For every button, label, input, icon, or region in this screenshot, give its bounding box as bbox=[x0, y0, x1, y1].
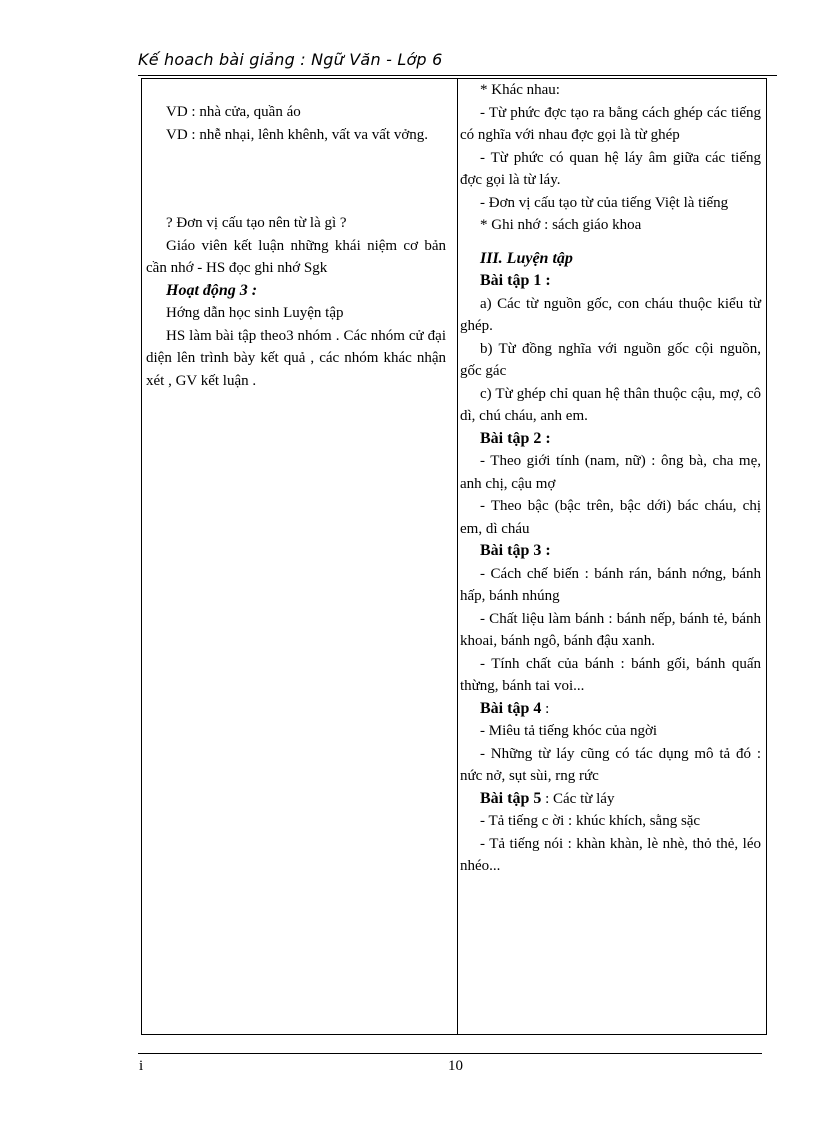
footer-rule bbox=[138, 1053, 762, 1054]
exercise-5-title: Bài tập 5 bbox=[480, 789, 542, 807]
activity-text: HS làm bài tập theo3 nhóm . Các nhóm cử đại diện lên trình bày kết quả , các nhóm khác nhận xét , GV kết luận . bbox=[146, 327, 446, 389]
practice-heading: III. Luyện tập bbox=[480, 249, 573, 267]
exercise-1-a: a) Các từ nguồn gốc, con cháu thuộc kiểu từ ghép. bbox=[460, 295, 761, 334]
page-header-title: Kế hoach bài giảng : Ngữ Văn - Lớp 6 bbox=[138, 50, 443, 69]
exercise-2-item-1: - Theo giới tính (nam, nữ) : ông bà, cha mẹ, anh chị, cậu mợ bbox=[460, 453, 761, 492]
exercise-3-item-2: - Chất liệu làm bánh : bánh nếp, bánh tẻ, bánh khoai, bánh ngô, bánh đậu xanh. bbox=[460, 610, 761, 649]
difference-3: - Đơn vị cấu tạo từ của tiếng Việt là tiếng bbox=[480, 194, 729, 211]
exercise-4-heading bbox=[460, 698, 761, 721]
exercise-3-item-3: - Tính chất của bánh : bánh gối, bánh quấn thừng, bánh tai voi... bbox=[460, 655, 761, 694]
page-number: 10 bbox=[448, 1058, 463, 1074]
exercise-4-item-1: - Miêu tả tiếng khóc của ngời bbox=[480, 723, 658, 739]
exercise-3-title: Bài tập 3 : bbox=[480, 542, 551, 559]
exercise-3-item-1: - Cách chế biến : bánh rán, bánh nớng, bánh hấp, bánh nhúng bbox=[460, 565, 761, 604]
example-1: VD : nhà cửa, quần áo bbox=[166, 104, 301, 120]
exercise-2-item-2: - Theo bậc (bậc trên, bậc dới) bác cháu, chị em, dì cháu bbox=[460, 498, 761, 537]
footer-left-mark: i bbox=[139, 1058, 144, 1074]
column-divider bbox=[457, 79, 458, 1034]
teacher-conclusion: Giáo viên kết luận những khái niệm cơ bản cần nhớ - HS đọc ghi nhớ Sgk bbox=[146, 237, 446, 276]
lesson-table bbox=[141, 78, 767, 1035]
left-column bbox=[146, 79, 446, 392]
exercise-5-rest: : Các từ láy bbox=[541, 790, 615, 807]
exercise-5-item-2: - Tả tiếng nói : khàn khàn, lè nhè, thỏ thẻ, léo nhéo... bbox=[460, 835, 761, 874]
exercise-1-b: b) Từ đồng nghĩa với nguồn gốc cội nguồn, gốc gác bbox=[460, 340, 761, 379]
exercise-2-title: Bài tập 2 : bbox=[480, 429, 551, 447]
exercise-1-title: Bài tập 1 : bbox=[480, 272, 551, 289]
question: ? Đơn vị cấu tạo nên từ là gì ? bbox=[166, 215, 347, 231]
exercise-5-item-1: - Tả tiếng c ời : khúc khích, sằng sặc bbox=[480, 813, 701, 829]
exercise-4-item-2: - Những từ láy cũng có tác dụng mô tả đó : nức nở, sụt sùi, rng rức bbox=[460, 745, 761, 784]
difference-1: - Từ phức đợc tạo ra bằng cách ghép các tiếng có nghĩa với nhau đợc gọi là từ ghép bbox=[460, 104, 761, 143]
activity-3-title: Hoạt động 3 : bbox=[166, 281, 258, 299]
exercise-4-title: Bài tập 4 bbox=[480, 699, 542, 717]
right-column bbox=[460, 79, 761, 878]
difference-2: - Từ phức có quan hệ láy âm giữa các tiếng đợc gọi là từ láy. bbox=[460, 149, 761, 188]
differences-title: * Khác nhau: bbox=[480, 82, 560, 98]
exercise-4-colon: : bbox=[541, 700, 550, 717]
exercise-5-heading bbox=[460, 788, 761, 811]
activity-guide: Hớng dẫn học sinh Luyện tập bbox=[166, 305, 344, 321]
header-rule bbox=[138, 75, 777, 76]
example-2: VD : nhễ nhại, lênh khênh, vất va vất vởng. bbox=[166, 126, 429, 143]
remember-note: * Ghi nhớ : sách giáo khoa bbox=[480, 217, 642, 233]
exercise-1-c: c) Từ ghép chỉ quan hệ thân thuộc cậu, mợ, cô dì, chú cháu, anh em. bbox=[460, 385, 761, 424]
